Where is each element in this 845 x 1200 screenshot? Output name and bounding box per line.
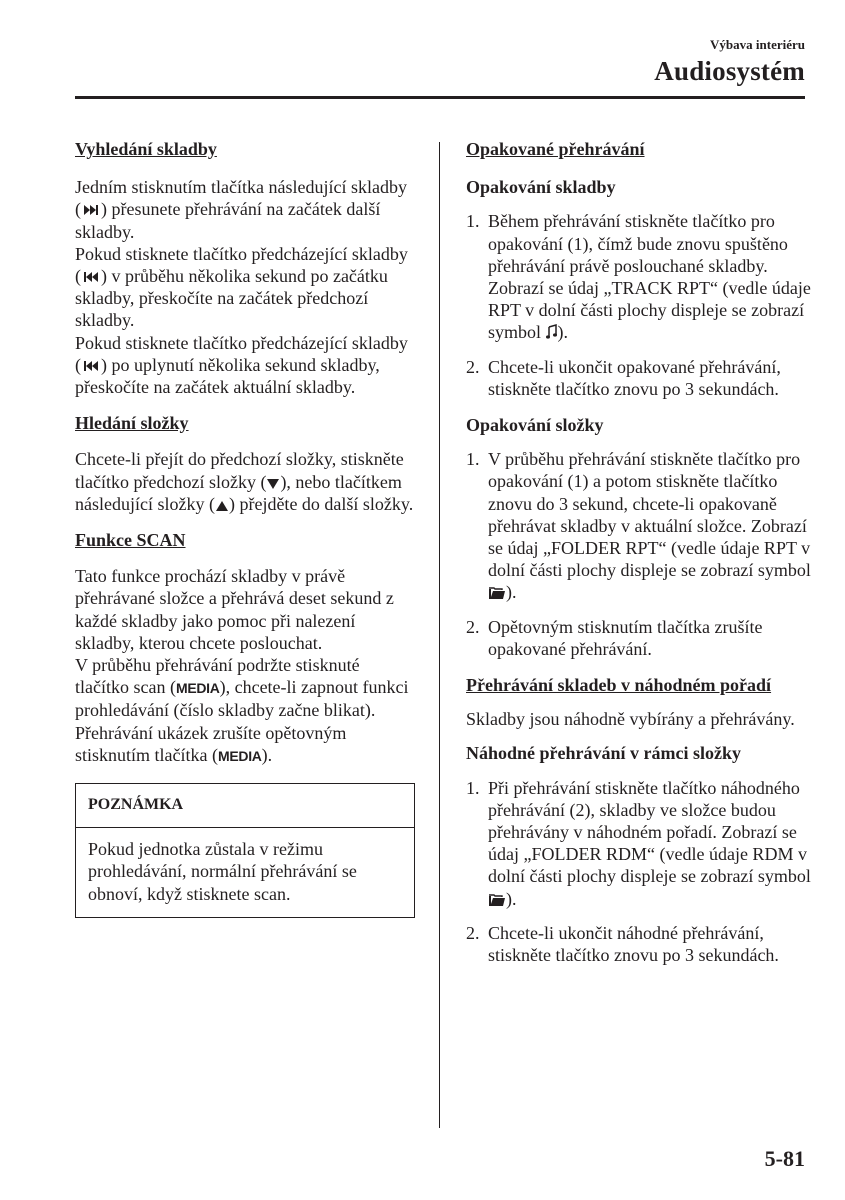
heading-search-track: Vyhledání skladby [75,139,217,159]
paragraph-prev-track-late [75,332,415,399]
repeat-track-list [466,210,811,400]
list-item [466,448,811,603]
list-text [488,777,811,910]
text: ). [557,322,569,343]
list-item [466,356,811,400]
list-number: 1. [466,449,480,470]
paragraph-prev-track-early [75,243,415,332]
text: ), nebo tlačítkem následující složky ( [75,471,402,514]
list-item [466,616,811,660]
list-number: 1. [466,777,480,798]
next-track-icon [81,203,101,217]
text: Jedním stisknutím tlačítka následující skladby ( [75,177,407,220]
heading-repeat-track: Opakování skladby [466,177,616,198]
random-text: Skladby jsou náhodně vybírány a přehrávány. [466,709,795,730]
heading-random-folder: Náhodné přehrávání v rámci složky [466,743,742,764]
repeat-folder-list [466,448,811,660]
list-item [466,777,811,910]
scan-paragraph-1: Tato funkce prochází skladby v právě přehrávané složce a přehrává deset sekund z každé skladby jako pomoc při nalezení skladby, kterou chcete poslouchat. [75,566,394,653]
previous-track-icon [81,359,101,373]
heading-scan: Funkce SCAN [75,530,186,551]
text: ) v průběhu několika sekund po začátku skladby, přeskočíte na začátek předchozí skladby. [75,266,388,331]
folder-down-icon [266,478,280,490]
list-number: 2. [466,616,480,637]
left-column [75,138,415,918]
list-text: Chcete-li ukončit opakované přehrávání, stiskněte tlačítko znovu po 3 sekundách. [488,356,781,399]
previous-track-icon [81,270,101,284]
search-track-text [75,176,415,398]
header-rule [75,96,805,99]
right-column [466,138,811,980]
section-label: Výbava interiéru [710,37,805,52]
page-number: 5-81 [764,1146,805,1171]
heading-repeat-folder: Opakování složky [466,415,604,436]
text: ). [506,888,517,909]
text: V průběhu přehrávání podržte stisknuté tlačítko scan ( [75,655,360,698]
text: Chcete-li přejít do předchozí složky, stiskněte tlačítko předchozí složky ( [75,449,404,492]
note-body: Pokud jednotka zůstala v režimu prohledávání, normální přehrávání se obnoví, když stisknete scan. [88,839,357,904]
text: Pokud stisknete tlačítko předcházející skladby ( [75,332,408,375]
heading-search-folder: Hledání složky [75,413,189,434]
text: ) přejděte do další složky. [228,493,414,514]
list-text: Chcete-li ukončit náhodné přehrávání, stiskněte tlačítko znovu po 3 sekundách. [488,922,779,966]
media-button-icon: MEDIA [217,747,262,764]
list-text [488,448,811,603]
text: Během přehrávání stiskněte tlačítko pro opakování (1), čímž bude znovu spuštěno přehrávání právě poslouchané skladby. Zobrazí se údaj „TRACK RPT“ (vedle údaje RPT v dolní části plochy displeje se zobrazí symbol [488,211,811,343]
text: Pokud stisknete tlačítko předcházející skladby ( [75,243,408,287]
note-heading: POZNÁMKA [76,784,414,828]
list-item [466,210,811,343]
list-number: 2. [466,922,480,943]
folder-icon [488,586,506,600]
list-number: 1. [466,211,480,232]
paragraph-next-track [75,176,415,243]
list-text [488,210,811,343]
list-number: 2. [466,356,480,377]
media-button-icon: MEDIA [175,680,220,697]
text: ), chcete-li zapnout funkci prohledávání (číslo skladby začne blikat). Přehrávání ukázek zrušíte opětovným stisknutím tlačítka ( [75,677,409,765]
list-item [466,922,811,966]
folder-icon [488,893,506,907]
folder-up-icon [215,500,229,512]
text: Při přehrávání stiskněte tlačítko náhodného přehrávání (2), skladby ve složce budou přehrávány v náhodném pořadí. Zobrazí se údaj „FOLDER RDM“ (vedle údaje RDM v dolní části plochy displeje se zobrazí symbol [488,777,811,887]
scan-text [75,565,415,767]
text: ). [506,582,517,603]
text: ) přesunete přehrávání na začátek další skladby. [75,199,381,242]
list-text: Opětovným stisknutím tlačítka zrušíte opakované přehrávání. [488,616,763,659]
column-divider [439,142,440,1128]
heading-repeat: Opakované přehrávání [466,139,645,159]
text: ) po uplynutí několika sekund skladby, přeskočíte na začátek aktuální skladby. [75,354,380,398]
note-box [75,783,415,918]
music-note-icon [546,324,558,340]
random-folder-list [466,777,811,967]
heading-random: Přehrávání skladeb v náhodném pořadí [466,675,772,696]
search-folder-text [75,448,415,515]
scan-paragraph-2 [75,654,415,767]
text: V průběhu přehrávání stiskněte tlačítko pro opakování (1) a potom stiskněte tlačítko znovu do 3 sekund, chcete-li opakovaně přehrávat skladby v aktuální složce. Zobrazí se údaj „FOLDER RPT“ (vedle údaje RPT v dolní části plochy displeje se zobrazí symbol [488,449,811,581]
text: ). [261,744,273,765]
page-title: Audiosystém [654,56,805,86]
